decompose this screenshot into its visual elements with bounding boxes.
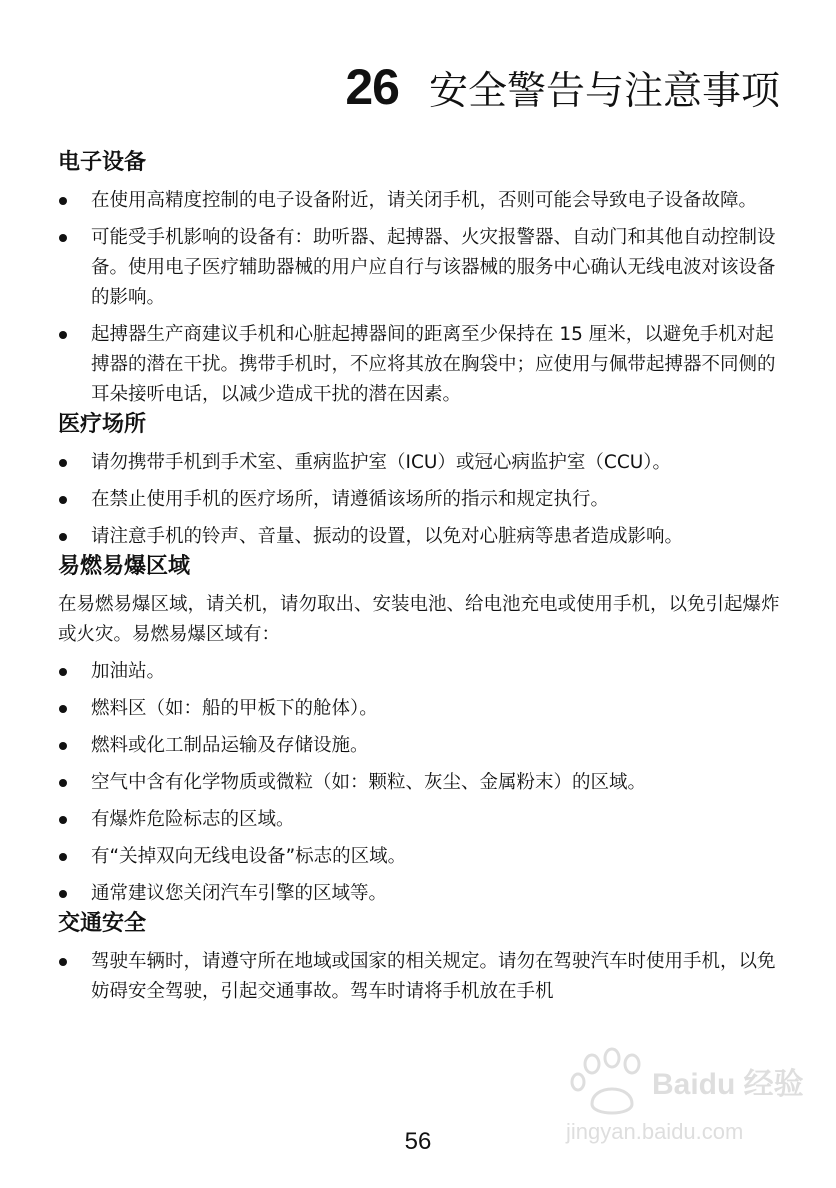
page-number: 56 xyxy=(404,1128,432,1155)
section-heading: 交通安全 xyxy=(58,911,147,936)
section-heading: 医疗场所 xyxy=(58,412,147,437)
list-item: 加油站。 xyxy=(58,657,784,687)
watermark-url: jingyan.baidu.com xyxy=(566,1119,744,1144)
section-traffic-safety xyxy=(58,909,784,1007)
section-medical-places xyxy=(58,410,784,552)
page-content xyxy=(58,148,784,1007)
list-item: 在使用高精度控制的电子设备附近，请关闭手机，否则可能会导致电子设备故障。 xyxy=(58,186,784,216)
section-heading: 电子设备 xyxy=(58,150,147,175)
watermark-brand: Baidu 经验 xyxy=(652,1068,804,1101)
section-electronic-devices xyxy=(58,148,784,410)
bullet-list xyxy=(58,186,784,410)
chapter-number: 26 xyxy=(345,59,399,115)
list-item: 有爆炸危险标志的区域。 xyxy=(58,805,784,835)
list-item: 起搏器生产商建议手机和心脏起搏器间的距离至少保持在 15 厘米，以避免手机对起搏器的潜在干扰。携带手机时，不应将其放在胸袋中；应使用与佩带起搏器不同侧的耳朵接听电话，以减少造成干扰的潜在因素。 xyxy=(58,320,784,410)
bullet-list xyxy=(58,448,784,552)
list-item: 通常建议您关闭汽车引擎的区域等。 xyxy=(58,879,784,909)
chapter-header xyxy=(345,58,780,116)
list-item: 燃料或化工制品运输及存储设施。 xyxy=(58,731,784,761)
list-item: 请勿携带手机到手术室、重病监护室（ICU）或冠心病监护室（CCU）。 xyxy=(58,448,784,478)
list-item: 请注意手机的铃声、音量、振动的设置，以免对心脏病等患者造成影响。 xyxy=(58,522,784,552)
bullet-list xyxy=(58,657,784,909)
list-item: 有“关掉双向无线电设备”标志的区域。 xyxy=(58,842,784,872)
list-item: 燃料区（如：船的甲板下的舱体）。 xyxy=(58,694,784,724)
bullet-list xyxy=(58,947,784,1007)
list-item: 在禁止使用手机的医疗场所，请遵循该场所的指示和规定执行。 xyxy=(58,485,784,515)
section-intro: 在易燃易爆区域，请关机，请勿取出、安装电池、给电池充电或使用手机，以免引起爆炸或火灾。易燃易爆区域有： xyxy=(58,594,780,645)
chapter-title: 安全警告与注意事项 xyxy=(428,69,780,114)
section-heading: 易燃易爆区域 xyxy=(58,554,191,579)
list-item: 可能受手机影响的设备有：助听器、起搏器、火灾报警器、自动门和其他自动控制设备。使用电子医疗辅助器械的用户应自行与该器械的服务中心确认无线电波对该设备的影响。 xyxy=(58,223,784,313)
section-explosive-areas xyxy=(58,552,784,909)
list-item: 驾驶车辆时，请遵守所在地域或国家的相关规定。请勿在驾驶汽车时使用手机，以免妨碍安全驾驶，引起交通事故。驾车时请将手机放在手机 xyxy=(58,947,784,1007)
list-item: 空气中含有化学物质或微粒（如：颗粒、灰尘、金属粉末）的区域。 xyxy=(58,768,784,798)
